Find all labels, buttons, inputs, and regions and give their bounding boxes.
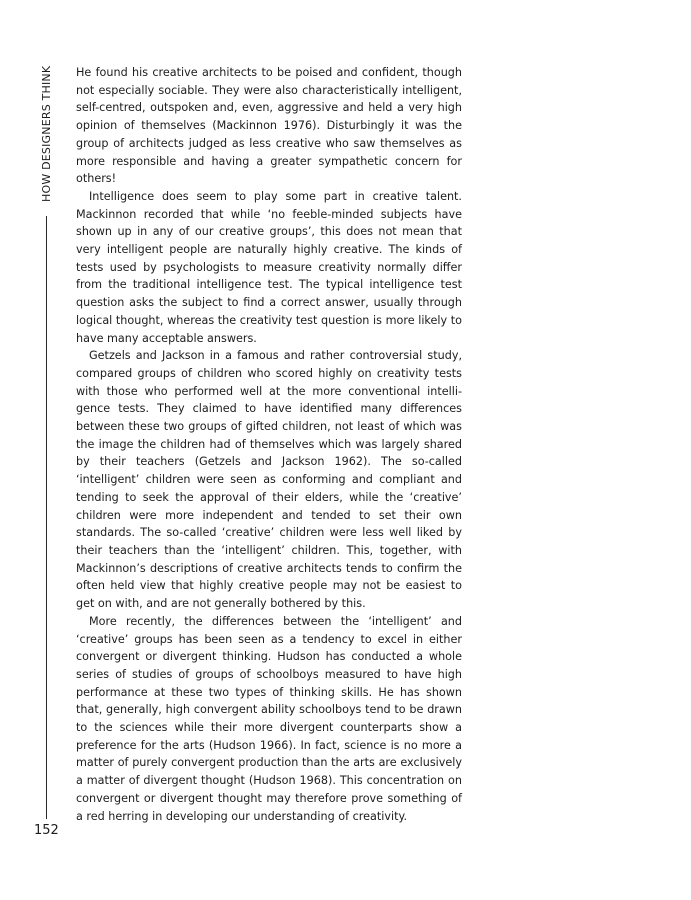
paragraph-3: Getzels and Jackson in a famous and rather controversial study, compared groups of children who scored highly on creativity tests with those who performed well at the more conventional intelligence tests. They claimed to have identified many differences between these two groups of gifted children, not least of which was the image the children had of themselves which was largely shared by their teachers (Getzels and Jackson 1962). The so-called ‘intelligent’ children were seen as conforming and compliant and tending to seek the approval of their elders, while the ‘creative’ children were more independent and tended to set their own standards. The so-called ‘creative’ children were less well liked by their teachers than the ‘intelligent’ children. This, together, with Mackinnon’s descriptions of creative architects tends to confirm the often held view that highly creative people may not be easiest to get on with, and are not generally bothered by this.: [76, 349, 462, 611]
running-head: [40, 66, 54, 202]
running-head-text: HOW DESIGNERS THINK: [40, 65, 53, 202]
paragraph-1: He found his creative architects to be poised and confident, though not especially sociable. They were also characteristically intelligent, self-centred, outspoken and, even, aggressive and held a very high opinion of themselves (Mackinnon 1976). Disturbingly it was the group of architects judged as less creative who saw themselves as more responsible and having a greater sympathetic concern for others!: [76, 66, 462, 186]
body-text: [76, 64, 462, 825]
page-number: 152: [34, 823, 59, 838]
margin-rule: [46, 216, 47, 819]
paragraph-4: More recently, the differences between the ‘intelligent’ and ‘creative’ groups has been seen as a tendency to excel in either convergent or divergent thinking. Hudson has conducted a whole series of studies of groups of schoolboys measured to have high performance at these two types of thinking skills. He has shown that, generally, high convergent ability schoolboys tend to be drawn to the sciences while their more divergent counterparts show a preference for the arts (Hudson 1966). In fact, science is no more a matter of purely convergent production than the arts are exclusively a matter of divergent thought (Hudson 1968). This concentration on convergent or divergent thought may therefore prove something of a red herring in developing our understanding of creativity.: [76, 614, 462, 823]
paragraph-2: Intelligence does seem to play some part in creative talent. Mackinnon recorded that while ‘no feeble-minded subjects have shown up in any of our creative groups’, this does not mean that very intelligent people are naturally highly creative. The kinds of tests used by psychologists to measure creativity normally differ from the traditional intelligence test. The typical intelligence test question asks the subject to find a correct answer, usually through logical thought, whereas the creativity test question is more likely to have many acceptable answers.: [76, 189, 462, 345]
